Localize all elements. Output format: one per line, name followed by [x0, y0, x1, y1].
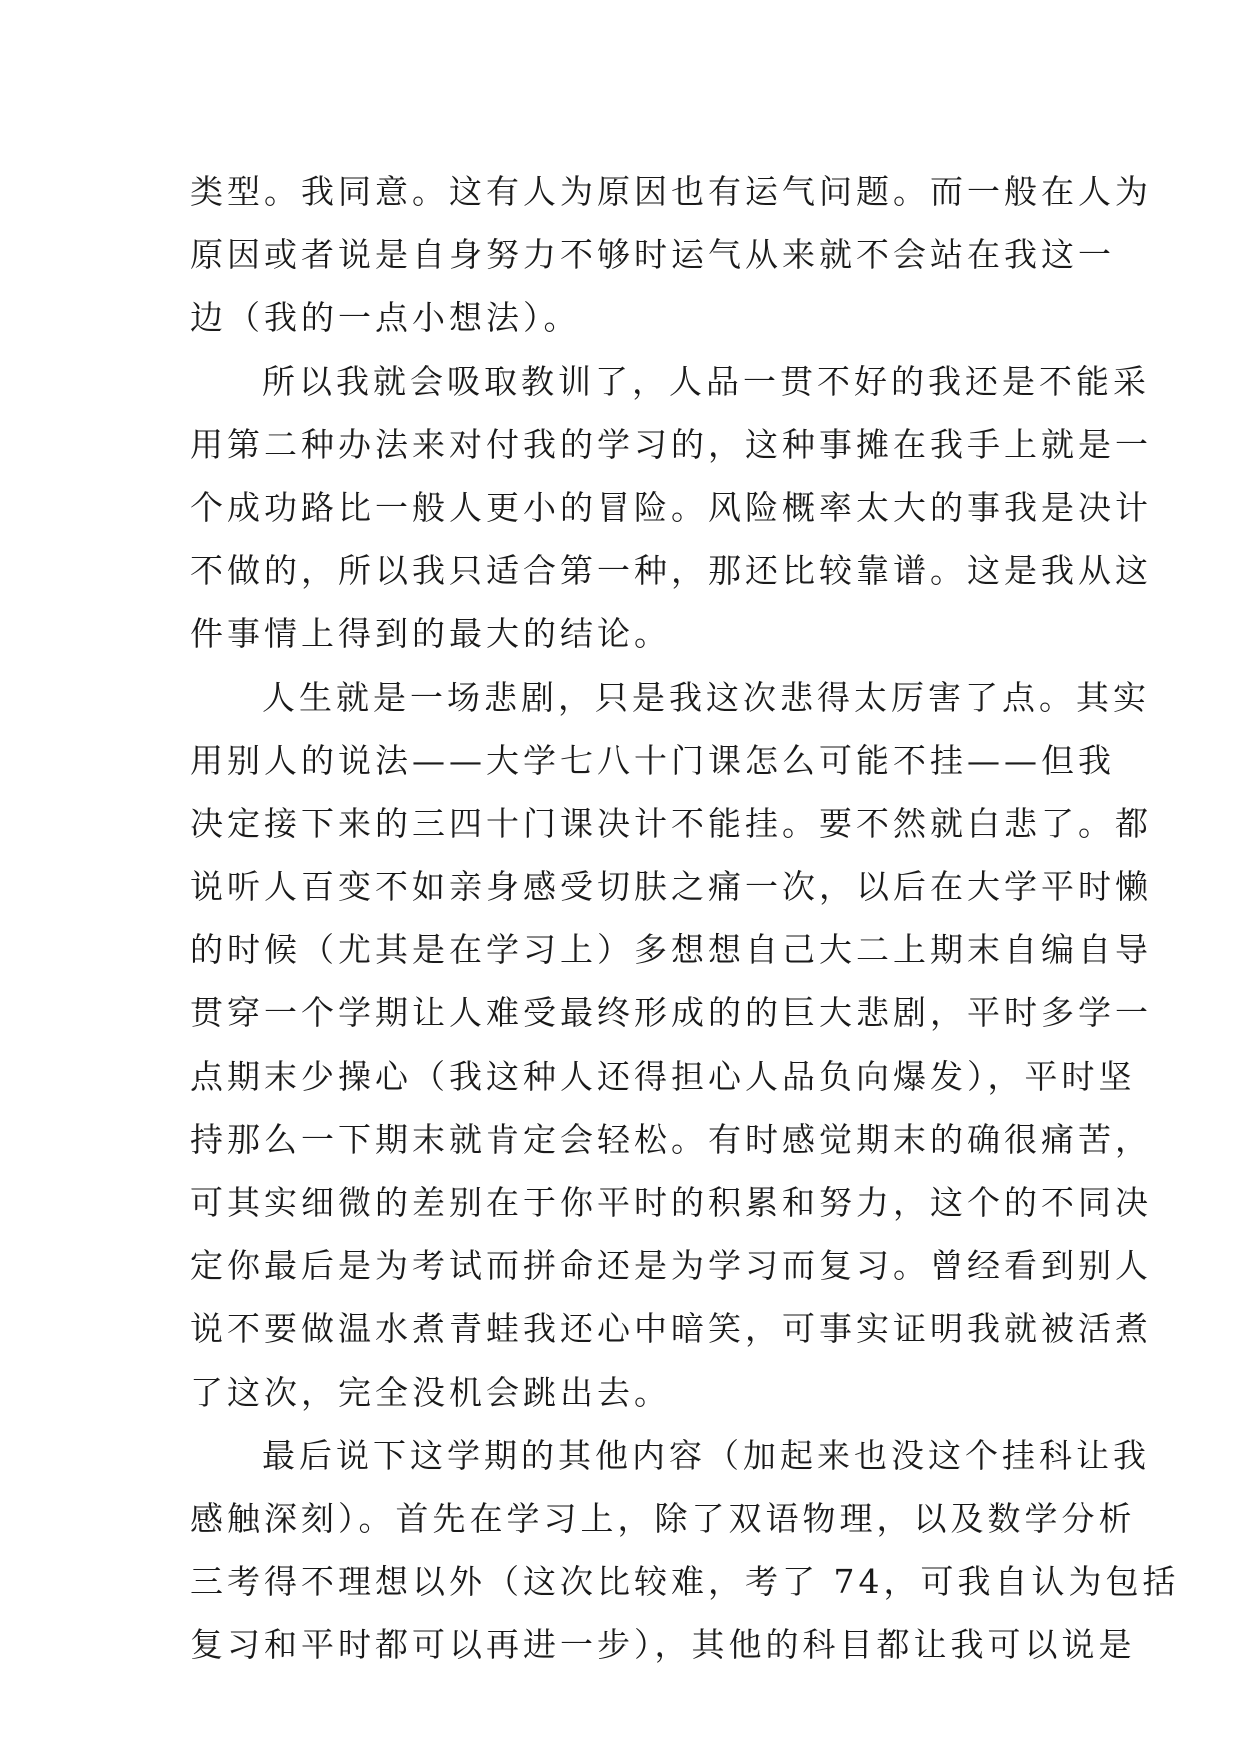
text-line: 不做的，所以我只适合第一种，那还比较靠谱。这是我从这 [190, 551, 1152, 591]
text-line: 边（我的一点小想法）。 [190, 298, 581, 338]
text-line: 定你最后是为考试而拼命还是为学习而复习。曾经看到别人 [190, 1246, 1152, 1286]
document-body [190, 160, 1180, 1677]
text-line: 原因或者说是自身努力不够时运气从来就不会站在我这一 [190, 235, 1115, 275]
text-line: 用别人的说法——大学七八十门课怎么可能不挂——但我 [190, 740, 1115, 780]
text-line: 持那么一下期末就肯定会轻松。有时感觉期末的确很痛苦， [190, 1119, 1152, 1159]
text-line: 个成功路比一般人更小的冒险。风险概率太大的事我是决计 [190, 487, 1152, 527]
text-line: 件事情上得到的最大的结论。 [190, 614, 671, 654]
text-line: 贯穿一个学期让人难受最终形成的的巨大悲剧，平时多学一 [190, 993, 1152, 1033]
text-line: 可其实细微的差别在于你平时的积累和努力，这个的不同决 [190, 1183, 1152, 1222]
paragraph-2 [190, 350, 1152, 666]
text-line: 所以我就会吸取教训了，人品一贯不好的我还是不能采 [262, 361, 1150, 401]
paragraph-4 [190, 1424, 1180, 1677]
text-line: 了这次，完全没机会跳出去。 [190, 1372, 671, 1412]
text-line: 的时候（尤其是在学习上）多想想自己大二上期末自编自导 [190, 930, 1152, 970]
text-line: 最后说下这学期的其他内容（加起来也没这个挂科让我 [262, 1435, 1150, 1475]
text-line: 类型。我同意。这有人为原因也有运气问题。而一般在人为 [190, 172, 1152, 211]
text-line: 三考得不理想以外（这次比较难，考了 74，可我自认为包括 [190, 1562, 1180, 1602]
text-line: 说听人百变不如亲身感受切肤之痛一次，以后在大学平时懒 [190, 867, 1152, 907]
text-line: 感触深刻）。首先在学习上，除了双语物理，以及数学分析 [190, 1498, 1136, 1538]
text-line: 复习和平时都可以再进一步），其他的科目都让我可以说是 [190, 1625, 1136, 1665]
text-line: 说不要做温水煮青蛙我还心中暗笑，可事实证明我就被活煮 [190, 1309, 1152, 1349]
paragraph-1 [190, 160, 1152, 350]
paragraph-3 [190, 666, 1152, 1424]
text-line: 决定接下来的三四十门课决计不能挂。要不然就白悲了。都 [190, 803, 1152, 843]
text-line: 用第二种办法来对付我的学习的，这种事摊在我手上就是一 [190, 424, 1152, 464]
text-line: 人生就是一场悲剧，只是我这次悲得太厉害了点。其实 [262, 677, 1150, 717]
text-line: 点期末少操心（我这种人还得担心人品负向爆发），平时坚 [190, 1056, 1136, 1096]
